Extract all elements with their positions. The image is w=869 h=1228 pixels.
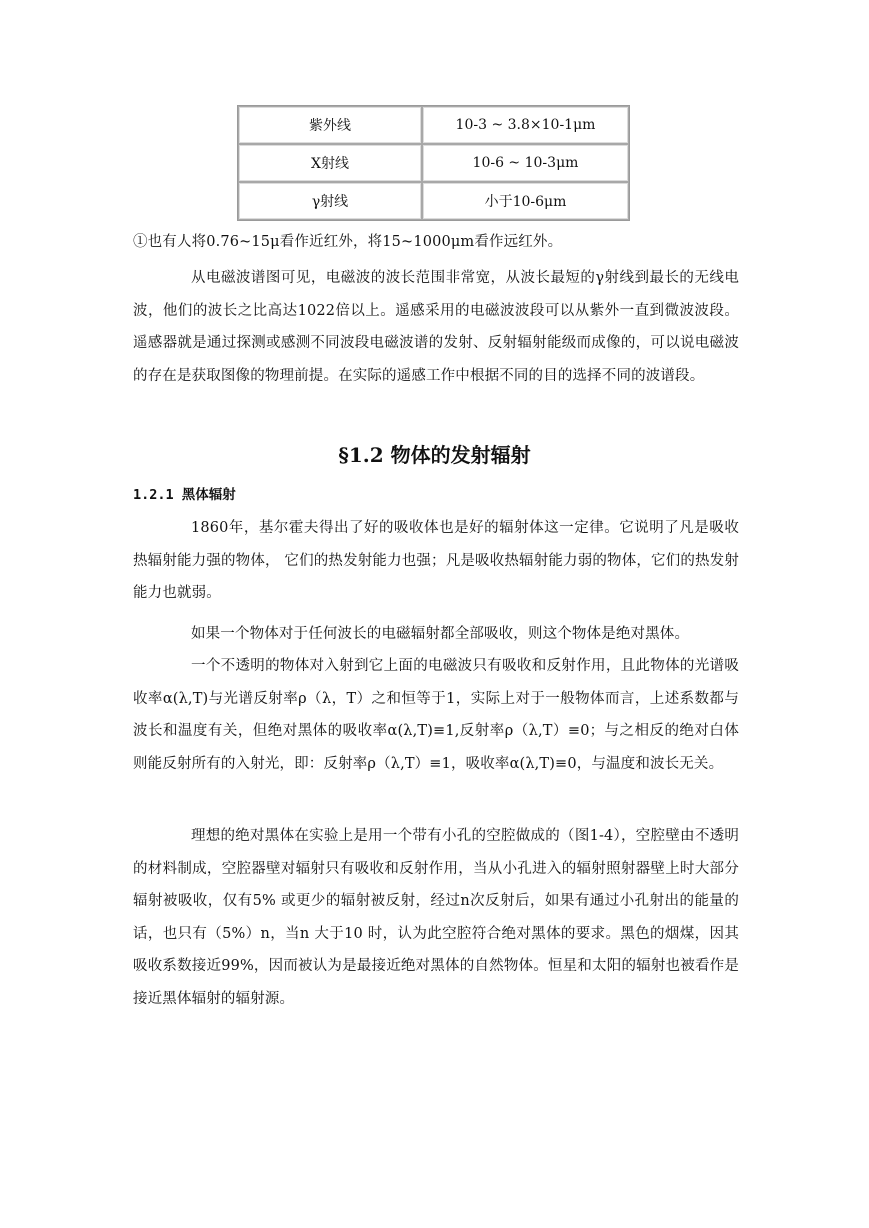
paragraph-absorption-reflection: 一个不透明的物体对入射到它上面的电磁波只有吸收和反射作用，且此物体的光谱吸收率α(λ,T)与光谱反射率ρ（λ，T）之和恒等于1，实际上对于一般物体而言，上述系数都与波长和温度有关，但绝对黑体的吸收率α(λ,T)≡1,反射率ρ（λ,T）≡0；与之相反的绝对白体则能反射所有的入射光，即：反射率ρ（λ,T）≡1，吸收率α(λ,T)≡0，与温度和波长无关。 bbox=[133, 658, 739, 772]
paragraph-blackbody-definition: 如果一个物体对于任何波长的电磁辐射都全部吸收，则这个物体是绝对黑体。 bbox=[191, 626, 690, 642]
wavelength-range-cell: 10-6 ~ 10-3μm bbox=[422, 144, 629, 182]
paragraph-ideal-blackbody: 理想的绝对黑体在实验上是用一个带有小孔的空腔做成的（图1-4），空腔壁由不透明的材料制成，空腔器壁对辐射只有吸收和反射作用，当从小孔进入的辐射照射器壁上时大部分辐射被吸收，仅有5% 或更少的辐射被反射，经过n次反射后，如果有通过小孔射出的能量的话，也只有（5%）n，当n 大于10 时，认为此空腔符合绝对黑体的要求。黑色的烟煤，因其吸收系数接近99%，因而被认为是最接近绝对黑体的自然物体。恒星和太阳的辐射也被看作是接近黑体辐射的辐射源。 bbox=[133, 828, 739, 1007]
wavelength-range-cell: 10-3 ~ 3.8×10-1μm bbox=[422, 106, 629, 144]
spectrum-table bbox=[237, 105, 630, 221]
table-row bbox=[238, 106, 629, 144]
table-row bbox=[238, 144, 629, 182]
wavelength-range-cell: 小于10-6μm bbox=[422, 182, 629, 220]
section-title: §1.2 物体的发射辐射 bbox=[338, 443, 531, 467]
footnote: ①也有人将0.76~15μ看作近红外，将15~1000μm看作远红外。 bbox=[133, 234, 563, 250]
paragraph-spectrum-range: 从电磁波谱图可见，电磁波的波长范围非常宽，从波长最短的γ射线到最长的无线电波，他们的波长之比高达1022倍以上。遥感采用的电磁波波段可以从紫外一直到微波波段。遥感器就是通过探测或感测不同波段电磁波谱的发射、反射辐射能级而成像的，可以说电磁波的存在是获取图像的物理前提。在实际的遥感工作中根据不同的目的选择不同的波谱段。 bbox=[133, 270, 739, 384]
subsection-title: 1.2.1 黑体辐射 bbox=[133, 487, 236, 503]
paragraph-kirchhoff: 1860年，基尔霍夫得出了好的吸收体也是好的辐射体这一定律。它说明了凡是吸收热辐射能力强的物体， 它们的热发射能力也强；凡是吸收热辐射能力弱的物体，它们的热发射能力也就弱。 bbox=[133, 520, 739, 601]
table-row bbox=[238, 182, 629, 220]
band-name-cell: X射线 bbox=[238, 144, 422, 182]
band-name-cell: 紫外线 bbox=[238, 106, 422, 144]
band-name-cell: γ射线 bbox=[238, 182, 422, 220]
